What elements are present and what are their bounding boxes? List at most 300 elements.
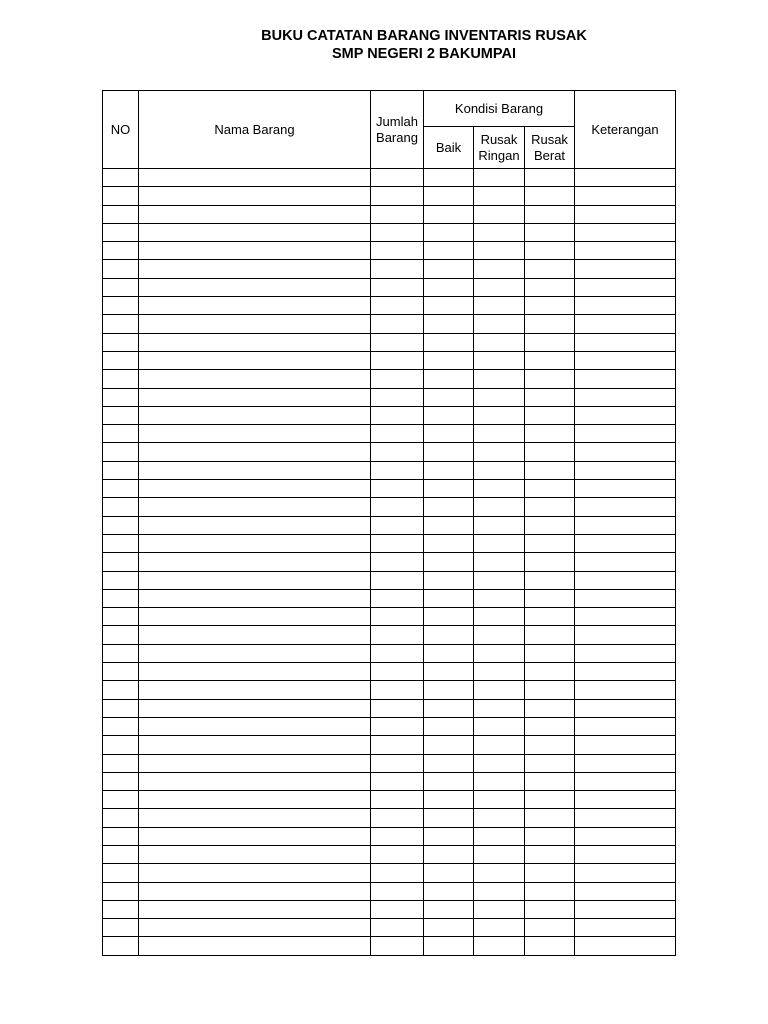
table-row [103,388,676,406]
cell-rusak-berat [525,772,575,790]
cell-rusak-berat [525,480,575,498]
cell-baik [424,663,474,681]
cell-rusak-berat [525,425,575,443]
cell-rusak-ringan [474,736,525,754]
cell-no [103,736,139,754]
cell-rusak-berat [525,278,575,296]
cell-no [103,169,139,187]
table-row [103,845,676,863]
cell-keterangan [575,681,676,699]
cell-no [103,827,139,845]
cell-keterangan [575,333,676,351]
table-row [103,223,676,241]
cell-rusak-ringan [474,589,525,607]
cell-nama-barang [139,608,371,626]
cell-baik [424,406,474,424]
school-name: SMP NEGERI 2 BAKUMPAI [332,46,516,62]
cell-jumlah-barang [371,827,424,845]
cell-rusak-berat [525,626,575,644]
cell-no [103,297,139,315]
cell-baik [424,333,474,351]
cell-jumlah-barang [371,626,424,644]
cell-baik [424,827,474,845]
cell-rusak-berat [525,717,575,735]
cell-no [103,534,139,552]
table-row [103,589,676,607]
cell-baik [424,937,474,955]
cell-rusak-berat [525,406,575,424]
table-row [103,626,676,644]
cell-baik [424,900,474,918]
cell-keterangan [575,205,676,223]
cell-baik [424,242,474,260]
cell-baik [424,589,474,607]
cell-rusak-berat [525,809,575,827]
cell-no [103,553,139,571]
cell-keterangan [575,699,676,717]
cell-baik [424,223,474,241]
header-jumlah-line1: Jumlah [376,113,418,129]
cell-nama-barang [139,333,371,351]
cell-keterangan [575,388,676,406]
table-row [103,772,676,790]
cell-baik [424,845,474,863]
table-row [103,608,676,626]
cell-rusak-ringan [474,187,525,205]
cell-jumlah-barang [371,461,424,479]
cell-rusak-berat [525,516,575,534]
cell-keterangan [575,919,676,937]
cell-baik [424,681,474,699]
cell-rusak-ringan [474,297,525,315]
cell-jumlah-barang [371,406,424,424]
cell-keterangan [575,900,676,918]
table-row [103,461,676,479]
cell-nama-barang [139,406,371,424]
cell-no [103,809,139,827]
cell-nama-barang [139,919,371,937]
cell-rusak-ringan [474,223,525,241]
cell-nama-barang [139,461,371,479]
cell-rusak-ringan [474,882,525,900]
cell-keterangan [575,864,676,882]
cell-baik [424,553,474,571]
table-row [103,699,676,717]
cell-rusak-berat [525,297,575,315]
cell-keterangan [575,242,676,260]
cell-rusak-ringan [474,937,525,955]
cell-keterangan [575,297,676,315]
cell-rusak-berat [525,315,575,333]
cell-jumlah-barang [371,351,424,369]
table-row [103,681,676,699]
cell-nama-barang [139,589,371,607]
cell-rusak-ringan [474,315,525,333]
cell-nama-barang [139,260,371,278]
header-rusak-berat-line1: Rusak [531,131,568,147]
cell-no [103,388,139,406]
table-row [103,882,676,900]
cell-rusak-berat [525,589,575,607]
table-row [103,187,676,205]
cell-no [103,845,139,863]
cell-rusak-berat [525,919,575,937]
header-no: NO [103,91,139,169]
cell-no [103,205,139,223]
cell-keterangan [575,791,676,809]
table-row [103,644,676,662]
cell-no [103,498,139,516]
table-row [103,864,676,882]
cell-no [103,187,139,205]
cell-nama-barang [139,900,371,918]
cell-jumlah-barang [371,900,424,918]
cell-baik [424,370,474,388]
cell-jumlah-barang [371,791,424,809]
cell-nama-barang [139,772,371,790]
header-jumlah-barang [371,91,424,169]
cell-rusak-berat [525,663,575,681]
cell-baik [424,260,474,278]
cell-nama-barang [139,827,371,845]
cell-jumlah-barang [371,754,424,772]
cell-rusak-berat [525,681,575,699]
cell-rusak-berat [525,187,575,205]
cell-jumlah-barang [371,187,424,205]
cell-jumlah-barang [371,553,424,571]
cell-keterangan [575,845,676,863]
cell-keterangan [575,663,676,681]
cell-keterangan [575,406,676,424]
cell-rusak-ringan [474,242,525,260]
cell-keterangan [575,169,676,187]
cell-rusak-berat [525,736,575,754]
cell-keterangan [575,882,676,900]
cell-jumlah-barang [371,845,424,863]
cell-nama-barang [139,571,371,589]
header-rusak-berat-line2: Berat [533,147,566,163]
cell-baik [424,205,474,223]
table-row [103,900,676,918]
table-row [103,827,676,845]
cell-baik [424,480,474,498]
cell-baik [424,571,474,589]
cell-jumlah-barang [371,169,424,187]
table-row [103,919,676,937]
cell-no [103,223,139,241]
cell-nama-barang [139,297,371,315]
cell-no [103,937,139,955]
table-row [103,406,676,424]
cell-rusak-ringan [474,370,525,388]
cell-rusak-berat [525,498,575,516]
cell-rusak-ringan [474,717,525,735]
cell-jumlah-barang [371,571,424,589]
header-rusak-ringan-line1: Rusak [480,131,518,147]
cell-keterangan [575,443,676,461]
cell-rusak-ringan [474,809,525,827]
cell-keterangan [575,754,676,772]
cell-keterangan [575,223,676,241]
cell-rusak-ringan [474,480,525,498]
table-row [103,169,676,187]
cell-rusak-ringan [474,406,525,424]
cell-jumlah-barang [371,809,424,827]
header-rusak-berat [525,127,575,169]
cell-rusak-berat [525,571,575,589]
cell-nama-barang [139,187,371,205]
cell-baik [424,809,474,827]
cell-nama-barang [139,864,371,882]
table-row [103,351,676,369]
cell-jumlah-barang [371,498,424,516]
cell-keterangan [575,516,676,534]
cell-rusak-ringan [474,205,525,223]
cell-nama-barang [139,681,371,699]
cell-rusak-berat [525,644,575,662]
cell-baik [424,644,474,662]
cell-keterangan [575,937,676,955]
header-rusak-ringan [474,127,525,169]
cell-rusak-ringan [474,754,525,772]
cell-rusak-ringan [474,571,525,589]
cell-jumlah-barang [371,864,424,882]
cell-nama-barang [139,425,371,443]
table-row [103,516,676,534]
cell-baik [424,608,474,626]
cell-jumlah-barang [371,516,424,534]
cell-rusak-ringan [474,791,525,809]
cell-nama-barang [139,205,371,223]
cell-no [103,351,139,369]
cell-rusak-berat [525,882,575,900]
cell-baik [424,498,474,516]
cell-no [103,626,139,644]
cell-nama-barang [139,699,371,717]
cell-jumlah-barang [371,242,424,260]
cell-rusak-ringan [474,388,525,406]
table-row [103,278,676,296]
cell-nama-barang [139,351,371,369]
cell-no [103,663,139,681]
cell-rusak-ringan [474,425,525,443]
cell-no [103,754,139,772]
cell-jumlah-barang [371,425,424,443]
cell-nama-barang [139,663,371,681]
cell-no [103,791,139,809]
cell-rusak-ringan [474,278,525,296]
header-kondisi-barang: Kondisi Barang [424,91,575,127]
cell-no [103,608,139,626]
cell-rusak-ringan [474,919,525,937]
cell-no [103,315,139,333]
cell-rusak-berat [525,461,575,479]
table-row [103,315,676,333]
cell-rusak-ringan [474,845,525,863]
table-row [103,480,676,498]
cell-rusak-berat [525,900,575,918]
cell-rusak-ringan [474,663,525,681]
cell-jumlah-barang [371,315,424,333]
cell-rusak-ringan [474,169,525,187]
cell-nama-barang [139,443,371,461]
cell-rusak-berat [525,608,575,626]
cell-no [103,461,139,479]
cell-keterangan [575,553,676,571]
cell-jumlah-barang [371,681,424,699]
cell-no [103,772,139,790]
cell-nama-barang [139,242,371,260]
cell-keterangan [575,461,676,479]
table-row [103,260,676,278]
table-row [103,205,676,223]
cell-rusak-berat [525,169,575,187]
cell-keterangan [575,626,676,644]
cell-rusak-berat [525,553,575,571]
table-row [103,498,676,516]
table-row [103,425,676,443]
cell-rusak-berat [525,351,575,369]
cell-keterangan [575,772,676,790]
cell-keterangan [575,498,676,516]
cell-nama-barang [139,791,371,809]
cell-nama-barang [139,754,371,772]
cell-rusak-ringan [474,681,525,699]
cell-rusak-ringan [474,772,525,790]
cell-nama-barang [139,169,371,187]
cell-jumlah-barang [371,589,424,607]
cell-nama-barang [139,480,371,498]
cell-baik [424,534,474,552]
cell-no [103,589,139,607]
cell-baik [424,791,474,809]
cell-rusak-ringan [474,260,525,278]
cell-rusak-ringan [474,900,525,918]
table-body [103,169,676,956]
table-row [103,937,676,955]
table-row [103,571,676,589]
cell-nama-barang [139,388,371,406]
cell-keterangan [575,534,676,552]
cell-jumlah-barang [371,882,424,900]
cell-nama-barang [139,736,371,754]
cell-rusak-berat [525,791,575,809]
cell-rusak-berat [525,333,575,351]
cell-jumlah-barang [371,370,424,388]
table-row [103,370,676,388]
cell-no [103,571,139,589]
table-row [103,809,676,827]
cell-nama-barang [139,315,371,333]
cell-rusak-ringan [474,553,525,571]
cell-rusak-berat [525,754,575,772]
cell-baik [424,699,474,717]
cell-rusak-ringan [474,864,525,882]
table-row [103,242,676,260]
table-row [103,443,676,461]
cell-jumlah-barang [371,205,424,223]
cell-no [103,425,139,443]
cell-keterangan [575,809,676,827]
cell-baik [424,736,474,754]
cell-rusak-ringan [474,626,525,644]
header-jumlah-line2: Barang [376,129,418,145]
cell-jumlah-barang [371,919,424,937]
cell-jumlah-barang [371,223,424,241]
cell-jumlah-barang [371,663,424,681]
document-title: BUKU CATATAN BARANG INVENTARIS RUSAK [261,28,587,44]
cell-rusak-ringan [474,644,525,662]
table-row [103,717,676,735]
cell-jumlah-barang [371,443,424,461]
cell-baik [424,169,474,187]
cell-jumlah-barang [371,333,424,351]
cell-baik [424,626,474,644]
cell-jumlah-barang [371,534,424,552]
cell-baik [424,516,474,534]
cell-baik [424,278,474,296]
cell-jumlah-barang [371,644,424,662]
cell-jumlah-barang [371,772,424,790]
cell-no [103,900,139,918]
cell-baik [424,443,474,461]
cell-no [103,717,139,735]
cell-rusak-ringan [474,516,525,534]
cell-nama-barang [139,534,371,552]
cell-keterangan [575,717,676,735]
cell-nama-barang [139,370,371,388]
cell-rusak-berat [525,205,575,223]
table-row [103,754,676,772]
cell-keterangan [575,187,676,205]
cell-baik [424,919,474,937]
cell-jumlah-barang [371,388,424,406]
cell-rusak-ringan [474,461,525,479]
cell-nama-barang [139,498,371,516]
cell-keterangan [575,644,676,662]
inventory-table [102,90,676,956]
cell-rusak-berat [525,260,575,278]
cell-nama-barang [139,223,371,241]
cell-no [103,644,139,662]
table-row [103,791,676,809]
table-row [103,736,676,754]
cell-rusak-berat [525,937,575,955]
cell-no [103,516,139,534]
cell-rusak-ringan [474,827,525,845]
cell-rusak-ringan [474,608,525,626]
cell-no [103,681,139,699]
cell-keterangan [575,827,676,845]
cell-rusak-ringan [474,443,525,461]
cell-rusak-berat [525,699,575,717]
cell-nama-barang [139,278,371,296]
cell-keterangan [575,736,676,754]
header-baik: Baik [424,127,474,169]
table-row [103,553,676,571]
cell-nama-barang [139,626,371,644]
cell-no [103,864,139,882]
cell-no [103,370,139,388]
cell-jumlah-barang [371,480,424,498]
cell-jumlah-barang [371,260,424,278]
cell-baik [424,388,474,406]
cell-keterangan [575,571,676,589]
cell-no [103,882,139,900]
cell-baik [424,187,474,205]
cell-baik [424,351,474,369]
cell-jumlah-barang [371,717,424,735]
